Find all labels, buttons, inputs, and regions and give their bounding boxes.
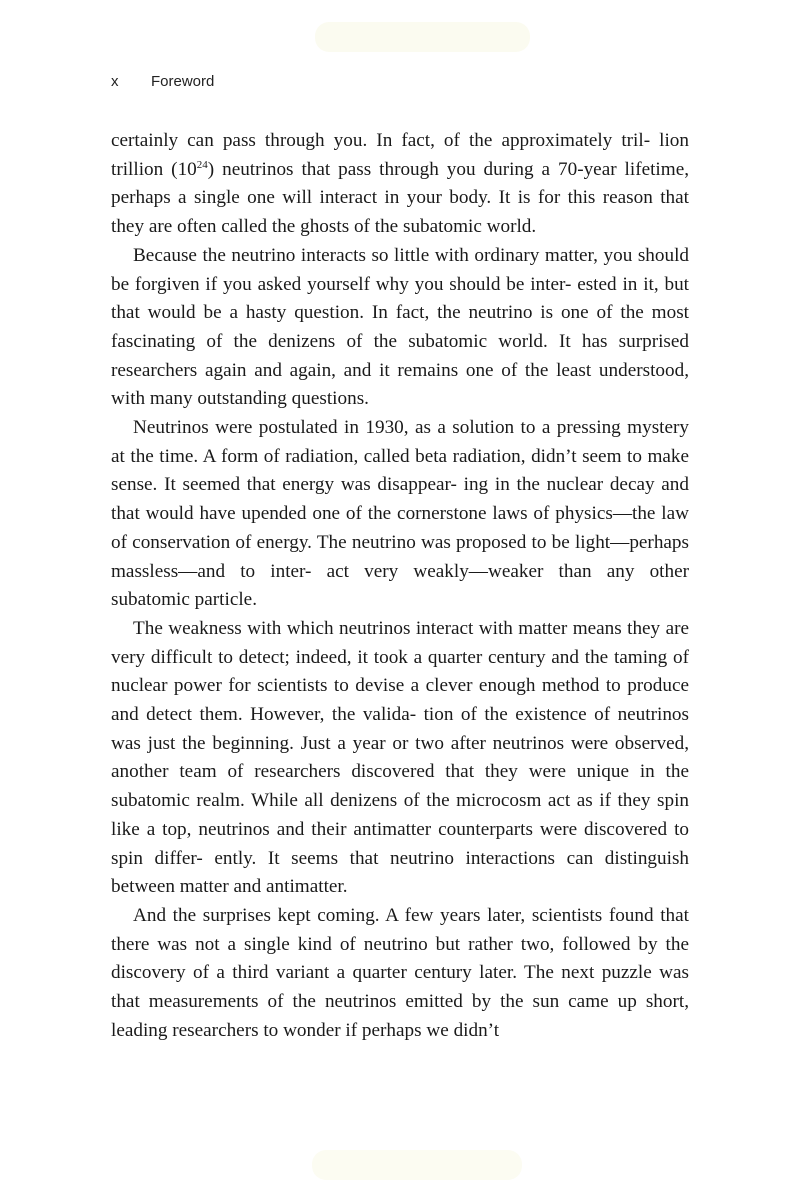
paragraph-1-text-b: ) neutrinos that pass through you during a 70-year lifetime, perhaps a single one will interact in your body. It is for this reason that they are often called the ghosts of the subatomic world.: [111, 158, 690, 238]
paragraph-2: Because the neutrino interacts so little with ordinary matter, you should be forgiven if you asked yourself why you should be inter- ested in it, but that would be a hasty question. In fact, the neutrino is one of the most fascinating of the denizens of the subatomic world. It has surprised researchers again and again, and it remains one of the least understood, with many outstanding questions.: [111, 244, 689, 410]
paragraph-3: Neutrinos were postulated in 1930, as a solution to a pressing mystery at the time. A form of radiation, called beta radiation, didn’t seem to make sense. It seemed that energy was disappear- ing in the nuclear decay and that would have upended one of the cornerstone laws of physics—the law of conservation of energy. The neutrino was proposed to be light—perhaps massless—and to inter- act very weakly—weaker than any other subatomic particle.: [111, 417, 689, 611]
paragraph-1: [111, 127, 689, 242]
body-text: [111, 127, 689, 1046]
running-title: Foreword: [151, 73, 215, 90]
scan-smudge-top: [315, 22, 530, 52]
running-head: [111, 73, 214, 90]
page-number: x: [111, 73, 119, 90]
exponent: 24: [196, 158, 208, 171]
scan-smudge-bottom: [312, 1150, 522, 1180]
paragraph-5: And the surprises kept coming. A few years later, scientists found that there was not a single kind of neutrino but rather two, followed by the discovery of a third variant a quarter century later. The next puzzle was that measurements of the neutrinos emitted by the sun came up short, leading researchers to wonder if perhaps we didn’t: [111, 904, 689, 1041]
paragraph-4: The weakness with which neutrinos interact with matter means they are very difficult to detect; indeed, it took a quarter century and the taming of nuclear power for scientists to devise a clever enough method to produce and detect them. However, the valida- tion of the existence of neutrinos was just the beginning. Just a year or two after neutrinos were observed, another team of researchers discovered that they were unique in the subatomic realm. While all denizens of the microcosm act as if they spin like a top, neutrinos and their antimatter counterparts were discovered to spin differ- ently. It seems that neutrino interactions can distinguish between matter and antimatter.: [111, 617, 689, 898]
paragraph-1-text-a: certainly can pass through you. In fact, of the approximately tril- lion trillion (10: [111, 130, 689, 180]
